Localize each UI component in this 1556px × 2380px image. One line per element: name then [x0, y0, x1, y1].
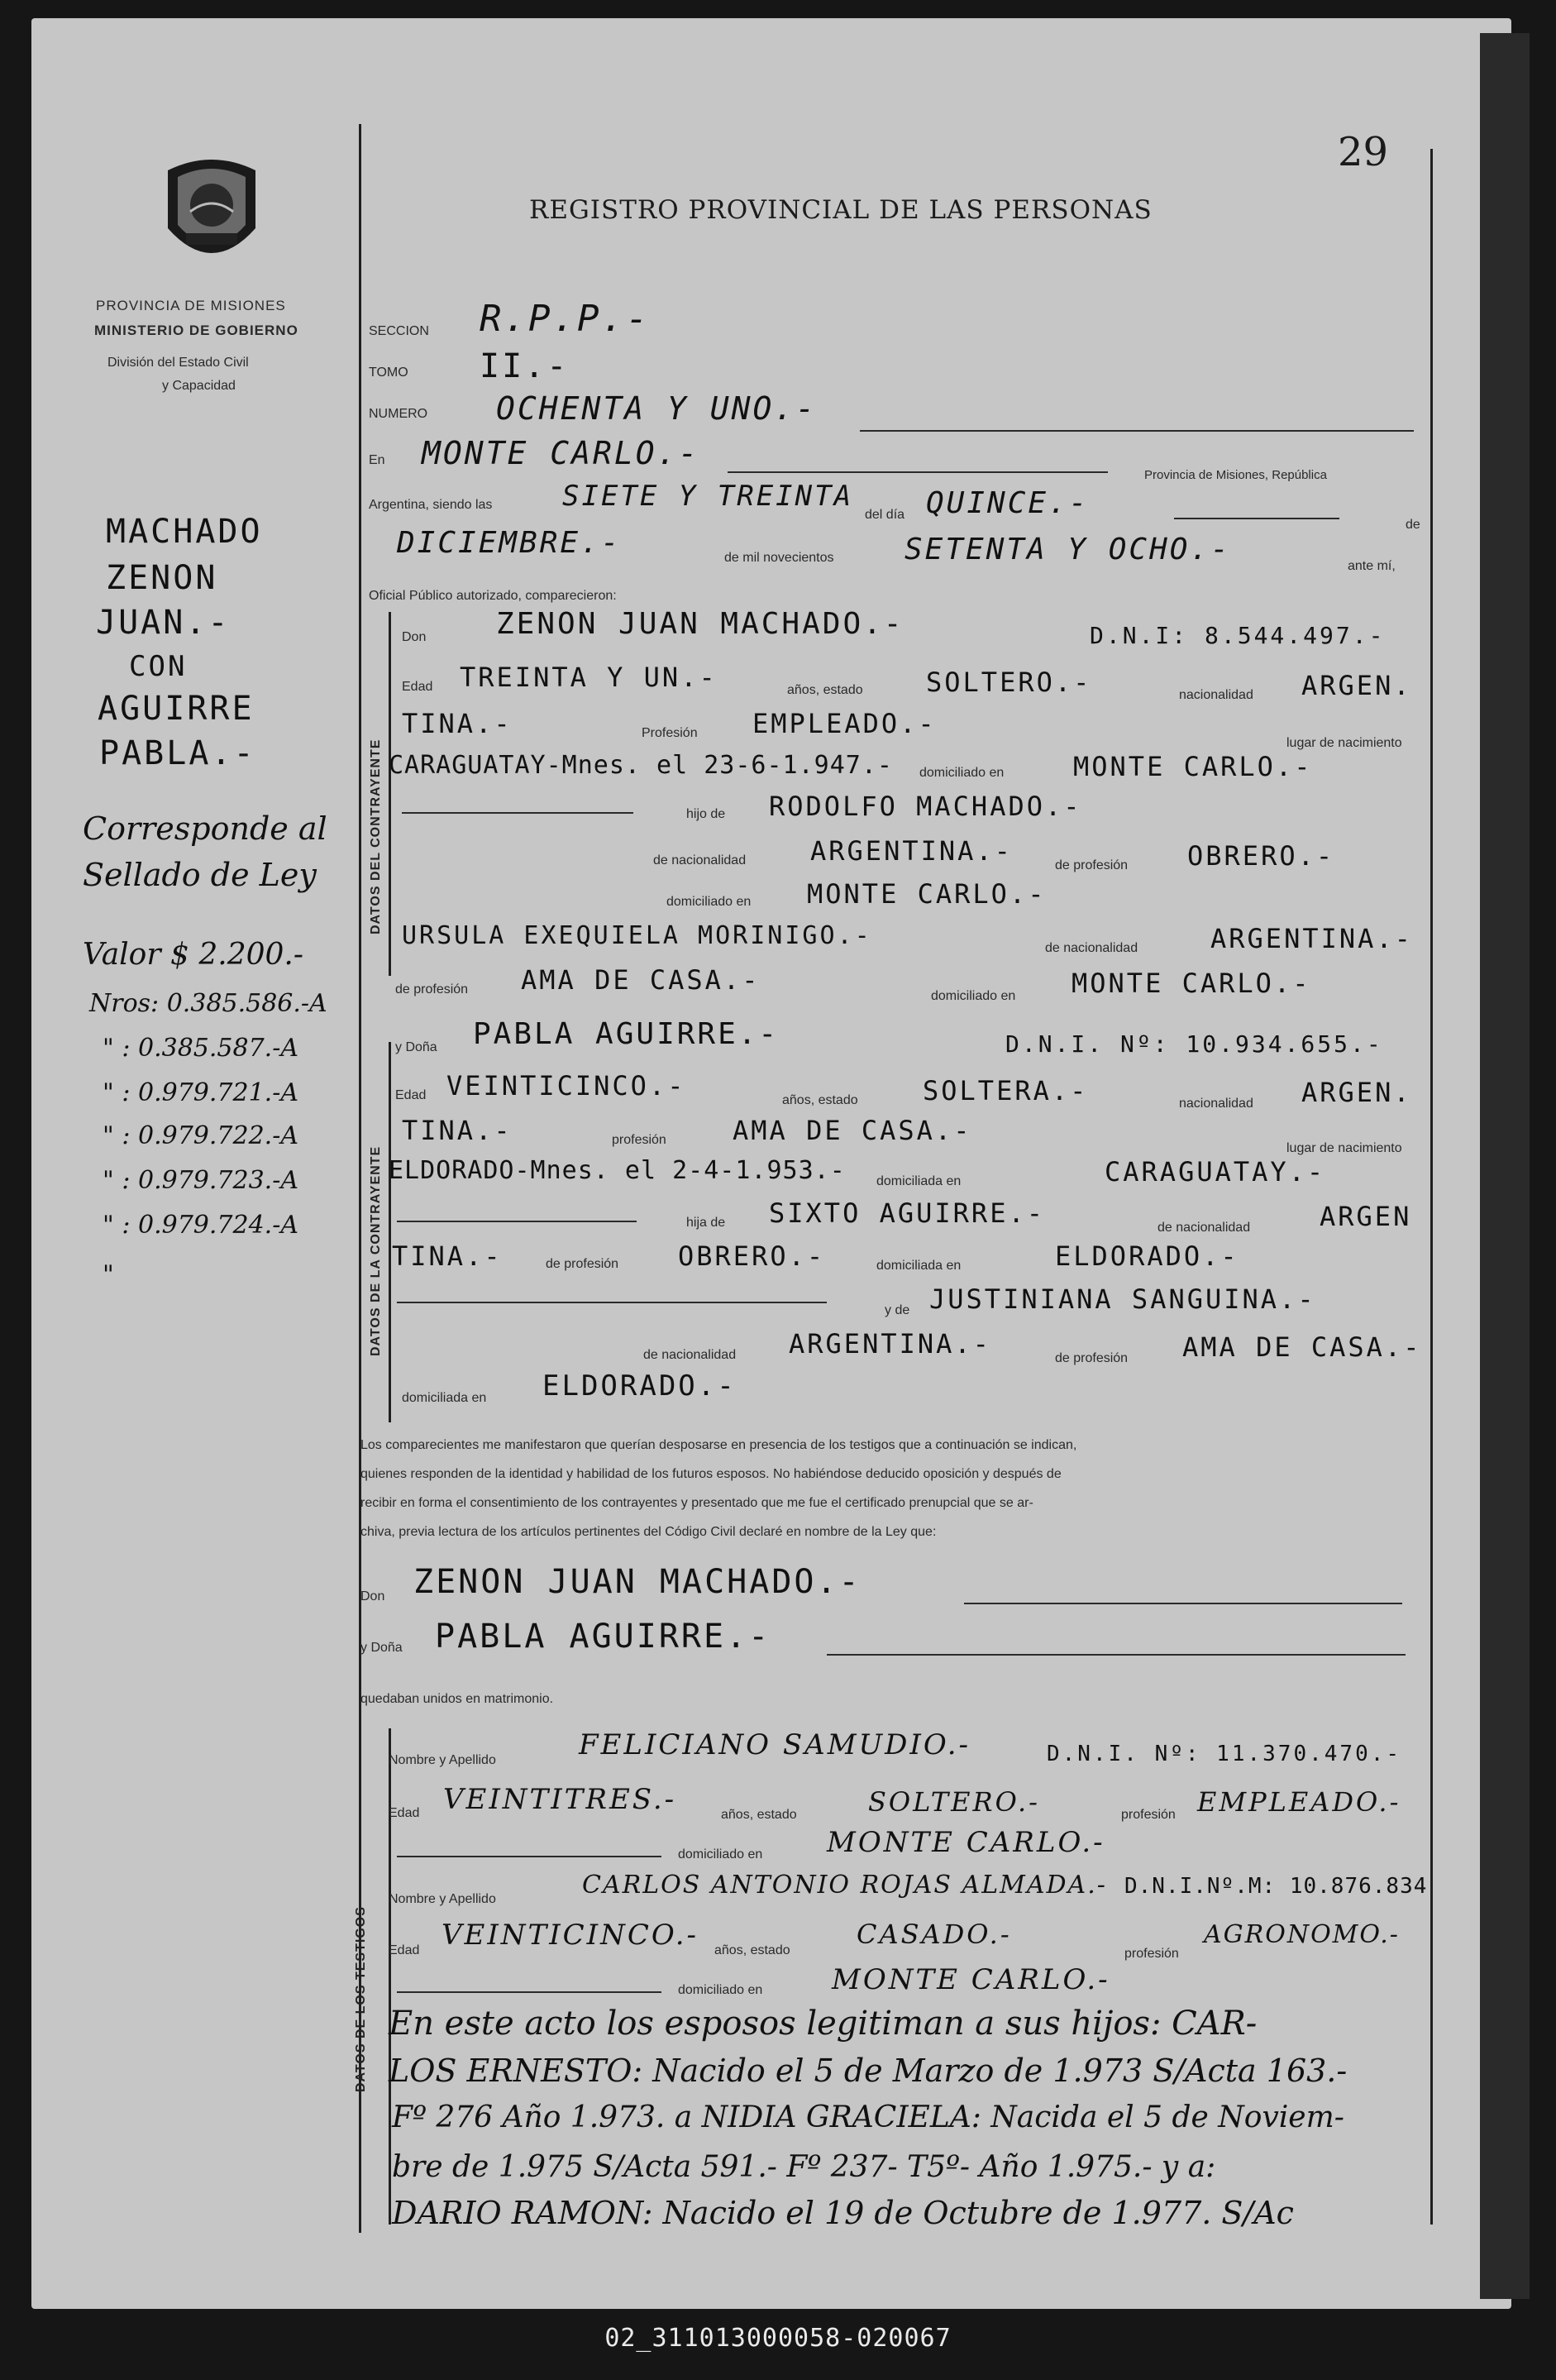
anios-estado-label: años, estado	[787, 683, 863, 697]
quedaban-label: quedaban unidos en matrimonio.	[360, 1692, 554, 1706]
testigo-2-domicilio: MONTE CARLO.-	[832, 1963, 1110, 1996]
sellado-note-2: Sellado de Ley	[83, 857, 317, 893]
sellado-note-1: Corresponde al	[83, 810, 327, 847]
declaracion-dona-line	[827, 1654, 1406, 1656]
contrayente-estado: SOLTERO.-	[926, 667, 1092, 698]
oficial-label: Oficial Público autorizado, comparecieron:	[369, 589, 617, 603]
sellado-nro-3: " : 0.979.721.-A	[103, 1078, 298, 1107]
declaracion-don: ZENON JUAN MACHADO.-	[413, 1563, 862, 1601]
lugar-value: MONTE CARLO.-	[422, 435, 700, 471]
nota-linea-2: LOS ERNESTO: Nacido el 5 de Marzo de 1.973 S/Acta 163.-	[389, 2053, 1348, 2089]
sellado-nro-4: " : 0.979.722.-A	[103, 1121, 298, 1150]
datos-testigos-label: DATOS DE LOS TESTIGOS	[354, 1906, 368, 2092]
seccion-value: R.P.P.-	[480, 298, 651, 340]
testigo-1-nombre-label: Nombre y Apellido	[389, 1753, 496, 1767]
numero-value: OCHENTA Y UNO.-	[496, 390, 818, 427]
madre-contrayenta-dom: ELDORADO.-	[542, 1369, 737, 1403]
margin-name-4: CON	[129, 650, 188, 683]
madre-dom-label: domiciliado en	[931, 989, 1016, 1003]
provincia-label: Provincia de Misiones, República	[1144, 468, 1327, 482]
nota-linea-3: Fº 276 Año 1.973. a NIDIA GRACIELA: Nacida el 5 de Noviem-	[392, 2100, 1344, 2134]
lugar-nacimiento-label: lugar de nacimiento	[1286, 736, 1402, 750]
madre-fill-line	[397, 1302, 827, 1303]
del-dia-label: del día	[865, 508, 905, 522]
de-profesion-label: de profesión	[1055, 858, 1129, 872]
testigo-1-domicilio: MONTE CARLO.-	[827, 1826, 1105, 1859]
edad-label: Edad	[402, 680, 433, 694]
y-dona-label: y Doña	[395, 1040, 437, 1054]
testigo-2-nombre: CARLOS ANTONIO ROJAS ALMADA.-	[582, 1871, 1107, 1900]
margin-name-5: AGUIRRE	[98, 690, 255, 728]
domiciliada-padre-label: domiciliada en	[876, 1259, 962, 1273]
padre-contrayente: RODOLFO MACHADO.-	[769, 791, 1082, 822]
contrayenta-nacionalidad: ARGEN.	[1301, 1077, 1412, 1108]
hija-fill-line	[397, 1221, 637, 1222]
contrayenta-domicilio: CARAGUATAY.-	[1105, 1156, 1326, 1188]
contrayenta-nacionalidad-2: TINA.-	[402, 1115, 513, 1146]
hija-de-label: hija de	[686, 1216, 726, 1230]
contrayenta-profesion: AMA DE CASA.-	[733, 1115, 972, 1146]
tomo-label: TOMO	[369, 366, 408, 380]
testigo-2-estado: CASADO.-	[857, 1919, 1012, 1950]
madre-contrayente-nac: ARGENTINA.-	[1210, 923, 1413, 954]
testigo-1-dom-label: domiciliado en	[678, 1847, 763, 1861]
margin-name-1: MACHADO	[106, 513, 263, 551]
testigo-1-estado-label: años, estado	[721, 1808, 797, 1822]
lugar-fill-line	[728, 471, 1108, 473]
domiciliado-label: domiciliado en	[919, 766, 1005, 780]
madre-contrayenta-prof: AMA DE CASA.-	[1182, 1331, 1422, 1363]
nacionalidad-2-label: nacionalidad	[1179, 1097, 1253, 1111]
padre-contrayenta-nac-2: TINA.-	[392, 1240, 503, 1272]
don-decl-label: Don	[360, 1589, 385, 1603]
anio-value: SETENTA Y OCHO.-	[904, 533, 1231, 566]
contrayenta-bracket	[389, 1042, 391, 1422]
testigo-1-dom-fill	[397, 1856, 661, 1857]
nota-linea-4: bre de 1.975 S/Acta 591.- Fº 237- T5º- Año 1.975.- y a:	[392, 2150, 1216, 2184]
image-caption: 02_311013000058-020067	[604, 2324, 952, 2353]
sellado-nro-6: " : 0.979.724.-A	[103, 1211, 298, 1240]
madre-contrayente: URSULA EXEQUIELA MORINIGO.-	[402, 921, 872, 950]
numero-fill-line	[860, 430, 1414, 432]
testigo-2-nombre-label: Nombre y Apellido	[389, 1892, 496, 1906]
paragraph-line-4: chiva, previa lectura de los artículos pertinentes del Código Civil declaré en nombre de la Ley que:	[360, 1525, 937, 1539]
margin-name-3: JUAN.-	[96, 604, 231, 642]
contrayenta-dni: D.N.I. Nº: 10.934.655.-	[1005, 1030, 1383, 1058]
sellado-nro-5: " : 0.979.723.-A	[103, 1166, 298, 1195]
declaracion-dona: PABLA AGUIRRE.-	[435, 1618, 771, 1656]
contrayenta-edad: VEINTICINCO.-	[446, 1070, 686, 1102]
contrayente-edad: TREINTA Y UN.-	[460, 662, 718, 693]
contrayenta-nacimiento: ELDORADO-Mnes. el 2-4-1.953.-	[389, 1156, 846, 1185]
numero-label: NUMERO	[369, 407, 428, 421]
testigo-1-profesion: EMPLEADO.-	[1197, 1786, 1401, 1818]
y-dona-decl-label: y Doña	[360, 1641, 403, 1655]
division-label-2: y Capacidad	[162, 379, 236, 393]
madre-contrayente-prof: AMA DE CASA.-	[521, 964, 761, 996]
padre-contrayente-nac: ARGENTINA.-	[810, 835, 1013, 867]
de-nacionalidad-2-label: de nacionalidad	[1157, 1221, 1251, 1235]
contrayenta-nombre: PABLA AGUIRRE.-	[473, 1017, 780, 1051]
paragraph-line-3: recibir en forma el consentimiento de los contrayentes y presentado que me fue el certificado prenupcial que se ar-	[360, 1496, 1033, 1510]
testigo-2-edad: VEINTICINCO.-	[442, 1919, 699, 1952]
madre-contrayenta-nac: ARGENTINA.-	[789, 1328, 991, 1360]
lugar-nacimiento-2-label: lugar de nacimiento	[1286, 1141, 1402, 1155]
datos-contrayenta-label: DATOS DE LA CONTRAYENTE	[369, 1145, 383, 1356]
madre-nac-label: de nacionalidad	[1045, 941, 1138, 955]
mes-value: DICIEMBRE.-	[397, 526, 622, 560]
en-label: En	[369, 453, 385, 467]
sellado-nro-7: "	[103, 1260, 114, 1289]
sellado-valor: Valor $ 2.200.-	[83, 938, 304, 972]
mil-label: de mil novecientos	[724, 551, 834, 565]
madre-dom-2-label: domiciliada en	[402, 1391, 487, 1405]
province-label: PROVINCIA DE MISIONES	[96, 298, 286, 313]
ante-mi-label: ante mí,	[1348, 559, 1396, 573]
testigo-1-edad: VEINTITRES.-	[443, 1783, 677, 1816]
y-de-label: y de	[885, 1303, 910, 1317]
domiciliado-padre-label: domiciliado en	[666, 895, 752, 909]
padre-contrayente-dom: MONTE CARLO.-	[807, 878, 1047, 910]
testigo-2-dom-label: domiciliado en	[678, 1983, 763, 1997]
testigo-2-prof-label: profesión	[1124, 1947, 1179, 1961]
page-title: REGISTRO PROVINCIAL DE LAS PERSONAS	[529, 195, 1153, 225]
edad-2-label: Edad	[395, 1088, 427, 1102]
contrayente-domicilio: MONTE CARLO.-	[1073, 751, 1313, 782]
profesion-2-label: profesión	[612, 1133, 666, 1147]
nota-linea-1: En este acto los esposos legitiman a sus hijos: CAR-	[389, 2005, 1258, 2043]
seccion-label: SECCION	[369, 324, 429, 338]
testigo-2-profesion: AGRONOMO.-	[1204, 1920, 1400, 1949]
argentina-label: Argentina, siendo las	[369, 498, 493, 512]
contrayente-nacionalidad-2: TINA.-	[402, 708, 513, 739]
testigo-2-dni: D.N.I.Nº.M: 10.876.834	[1124, 1874, 1428, 1899]
madre-contrayente-dom: MONTE CARLO.-	[1072, 968, 1311, 999]
hijo-fill-line	[402, 812, 633, 814]
testigo-2-estado-label: años, estado	[714, 1943, 790, 1957]
padre-contrayente-prof: OBRERO.-	[1187, 840, 1335, 872]
hora-value: SIETE Y TREINTA	[562, 480, 854, 513]
dia-value: QUINCE.-	[926, 486, 1090, 520]
madre-prof-label: de profesión	[395, 982, 469, 996]
profesion-label: Profesión	[642, 726, 698, 740]
testigo-1-nombre: FELICIANO SAMUDIO.-	[579, 1728, 971, 1761]
madre-prof-2-label: de profesión	[1055, 1351, 1129, 1365]
madre-nac-2-label: de nacionalidad	[643, 1348, 737, 1362]
de-label: de	[1406, 518, 1420, 532]
datos-contrayente-label: DATOS DEL CONTRAYENTE	[369, 738, 383, 934]
nacionalidad-label: nacionalidad	[1179, 688, 1253, 702]
contrayente-nombre: ZENON JUAN MACHADO.-	[496, 607, 904, 641]
testigo-2-edad-label: Edad	[389, 1943, 420, 1957]
testigo-2-dom-fill	[397, 1991, 661, 1993]
hijo-de-label: hijo de	[686, 807, 726, 821]
book-spine	[1480, 33, 1530, 2299]
margin-name-2: ZENON	[106, 559, 218, 597]
declaracion-don-line	[964, 1603, 1402, 1604]
padre-contrayenta-dom: ELDORADO.-	[1055, 1240, 1239, 1272]
testigo-1-prof-label: profesión	[1121, 1808, 1176, 1822]
tomo-value: II.-	[480, 347, 570, 385]
sellado-nro-1: Nros: 0.385.586.-A	[89, 989, 327, 1018]
provincial-seal-icon	[161, 154, 262, 276]
paragraph-line-1: Los comparecientes me manifestaron que querían desposarse en presencia de los testigos que a continuación se indican,	[360, 1438, 1077, 1452]
contrayente-profesion: EMPLEADO.-	[752, 708, 937, 739]
contrayente-bracket	[389, 612, 391, 976]
right-column-rule	[1430, 149, 1433, 2225]
de-nacionalidad-label: de nacionalidad	[653, 853, 747, 867]
sellado-nro-2: " : 0.385.587.-A	[103, 1034, 298, 1063]
contrayente-nacimiento: CARAGUATAY-Mnes. el 23-6-1.947.-	[389, 751, 893, 780]
de-profesion-2-label: de profesión	[546, 1257, 619, 1271]
padre-contrayenta-nac: ARGEN	[1320, 1201, 1412, 1232]
testigos-bracket	[389, 1728, 391, 2225]
declaration-paragraph	[360, 1431, 1419, 1546]
contrayenta-estado: SOLTERA.-	[923, 1075, 1089, 1106]
padre-contrayenta-prof: OBRERO.-	[678, 1240, 826, 1272]
contrayente-nacionalidad: ARGEN.	[1301, 670, 1412, 701]
don-label: Don	[402, 630, 427, 644]
domiciliada-label: domiciliada en	[876, 1174, 962, 1188]
testigo-1-edad-label: Edad	[389, 1806, 420, 1820]
page-number: 29	[1338, 129, 1389, 175]
paragraph-line-2: quienes responden de la identidad y habilidad de los futuros esposos. No habiéndose deducido oposición y después de	[360, 1467, 1062, 1481]
anios-estado-2-label: años, estado	[782, 1093, 858, 1107]
madre-contrayenta: JUSTINIANA SANGUINA.-	[929, 1283, 1316, 1315]
margin-name-6: PABLA.-	[99, 734, 256, 772]
testigo-1-dni: D.N.I. Nº: 11.370.470.-	[1047, 1742, 1402, 1766]
dia-fill-line	[1174, 518, 1339, 519]
nota-linea-5: DARIO RAMON: Nacido el 19 de Octubre de 1.977. S/Ac	[392, 2195, 1294, 2231]
padre-contrayenta: SIXTO AGUIRRE.-	[769, 1197, 1045, 1229]
division-label-1: División del Estado Civil	[107, 356, 249, 370]
contrayente-dni: D.N.I: 8.544.497.-	[1090, 622, 1386, 649]
testigo-1-estado: SOLTERO.-	[868, 1786, 1040, 1818]
ministry-label: MINISTERIO DE GOBIERNO	[94, 323, 298, 338]
